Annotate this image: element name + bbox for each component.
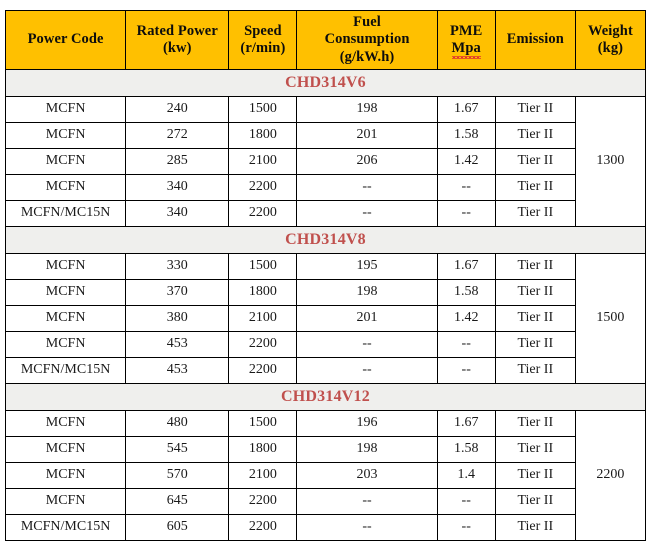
cell-emission: Tier II	[495, 489, 575, 515]
column-header-pme-label: PME	[449, 22, 483, 39]
cell-power-code: MCFN	[6, 306, 126, 332]
cell-speed: 2200	[229, 358, 297, 384]
cell-power-code: MCFN	[6, 437, 126, 463]
cell-pme: 1.58	[437, 280, 495, 306]
cell-pme: 1.42	[437, 306, 495, 332]
cell-power-code: MCFN	[6, 489, 126, 515]
cell-pme: --	[437, 201, 495, 227]
cell-power-code: MCFN/MC15N	[6, 358, 126, 384]
cell-fuel-consumption: --	[297, 489, 437, 515]
cell-speed: 1800	[229, 123, 297, 149]
cell-fuel-consumption: 198	[297, 437, 437, 463]
column-header-pme	[437, 11, 495, 70]
cell-pme: --	[437, 332, 495, 358]
table-row	[6, 123, 646, 149]
cell-emission: Tier II	[495, 358, 575, 384]
cell-speed: 2200	[229, 515, 297, 541]
cell-speed: 1500	[229, 97, 297, 123]
cell-emission: Tier II	[495, 149, 575, 175]
cell-emission: Tier II	[495, 254, 575, 280]
cell-power-code: MCFN	[6, 332, 126, 358]
table-header	[6, 11, 646, 70]
table-row	[6, 332, 646, 358]
table-row	[6, 149, 646, 175]
column-header-pme-unit: Mpa	[451, 40, 481, 56]
cell-emission: Tier II	[495, 437, 575, 463]
cell-fuel-consumption: --	[297, 201, 437, 227]
cell-fuel-consumption: --	[297, 175, 437, 201]
cell-emission: Tier II	[495, 280, 575, 306]
table-row	[6, 97, 646, 123]
cell-fuel-consumption: 201	[297, 306, 437, 332]
cell-power-code: MCFN/MC15N	[6, 515, 126, 541]
table-row	[6, 358, 646, 384]
section-title: CHD314V8	[6, 227, 646, 254]
table-row	[6, 280, 646, 306]
column-header-rated-power-unit: (kw)	[162, 40, 192, 56]
cell-speed: 2100	[229, 306, 297, 332]
cell-fuel-consumption: 203	[297, 463, 437, 489]
cell-power-code: MCFN	[6, 97, 126, 123]
table-row	[6, 515, 646, 541]
cell-rated-power: 340	[126, 201, 229, 227]
cell-fuel-consumption: 196	[297, 411, 437, 437]
column-header-emission	[495, 11, 575, 70]
cell-emission: Tier II	[495, 123, 575, 149]
column-header-rated-power	[126, 11, 229, 70]
cell-emission: Tier II	[495, 175, 575, 201]
cell-rated-power: 272	[126, 123, 229, 149]
cell-power-code: MCFN	[6, 175, 126, 201]
cell-pme: --	[437, 489, 495, 515]
cell-power-code: MCFN	[6, 254, 126, 280]
cell-pme: 1.67	[437, 254, 495, 280]
cell-pme: --	[437, 175, 495, 201]
cell-pme: --	[437, 358, 495, 384]
header-row	[6, 11, 646, 70]
cell-speed: 2200	[229, 489, 297, 515]
column-header-weight-unit: (kg)	[597, 40, 624, 56]
cell-speed: 2100	[229, 149, 297, 175]
cell-emission: Tier II	[495, 463, 575, 489]
table-body	[6, 70, 646, 541]
column-header-speed-label: Speed	[244, 22, 282, 39]
cell-speed: 1500	[229, 254, 297, 280]
table-row	[6, 306, 646, 332]
section-title-row	[6, 227, 646, 254]
cell-fuel-consumption: --	[297, 515, 437, 541]
table-row	[6, 411, 646, 437]
column-header-speed-unit: (r/min)	[240, 40, 286, 56]
cell-pme: 1.67	[437, 411, 495, 437]
cell-emission: Tier II	[495, 97, 575, 123]
cell-rated-power: 370	[126, 280, 229, 306]
column-header-pme-unit-wrapper	[440, 40, 493, 57]
cell-rated-power: 453	[126, 332, 229, 358]
column-header-fuel-label-line1: Fuel	[353, 14, 381, 31]
cell-weight: 1500	[575, 254, 645, 384]
cell-speed: 2200	[229, 175, 297, 201]
cell-speed: 2200	[229, 332, 297, 358]
column-header-rated-power-label: Rated Power	[136, 22, 218, 39]
cell-speed: 2100	[229, 463, 297, 489]
cell-fuel-consumption: 198	[297, 280, 437, 306]
cell-rated-power: 453	[126, 358, 229, 384]
engine-specification-table	[5, 10, 646, 541]
cell-speed: 2200	[229, 201, 297, 227]
table-row	[6, 254, 646, 280]
section-title: CHD314V6	[6, 70, 646, 97]
cell-rated-power: 570	[126, 463, 229, 489]
section-title-row	[6, 384, 646, 411]
cell-emission: Tier II	[495, 201, 575, 227]
table-row	[6, 175, 646, 201]
cell-rated-power: 330	[126, 254, 229, 280]
column-header-weight-label: Weight	[587, 22, 633, 39]
cell-pme: --	[437, 515, 495, 541]
cell-fuel-consumption: 206	[297, 149, 437, 175]
cell-pme: 1.58	[437, 123, 495, 149]
cell-rated-power: 285	[126, 149, 229, 175]
cell-rated-power: 240	[126, 97, 229, 123]
cell-fuel-consumption: 198	[297, 97, 437, 123]
cell-power-code: MCFN	[6, 149, 126, 175]
cell-pme: 1.42	[437, 149, 495, 175]
table-row	[6, 463, 646, 489]
table-row	[6, 201, 646, 227]
cell-fuel-consumption: 195	[297, 254, 437, 280]
cell-rated-power: 380	[126, 306, 229, 332]
column-header-fuel-label-line2: Consumption	[324, 31, 410, 48]
section-title: CHD314V12	[6, 384, 646, 411]
cell-power-code: MCFN/MC15N	[6, 201, 126, 227]
cell-weight: 1300	[575, 97, 645, 227]
column-header-emission-label: Emission	[506, 31, 564, 48]
cell-emission: Tier II	[495, 332, 575, 358]
cell-rated-power: 545	[126, 437, 229, 463]
cell-fuel-consumption: --	[297, 358, 437, 384]
specification-table-container	[5, 10, 646, 541]
cell-speed: 1500	[229, 411, 297, 437]
cell-rated-power: 645	[126, 489, 229, 515]
column-header-power-code-label: Power Code	[27, 31, 104, 48]
column-header-power-code	[6, 11, 126, 70]
column-header-speed	[229, 11, 297, 70]
cell-emission: Tier II	[495, 411, 575, 437]
cell-rated-power: 480	[126, 411, 229, 437]
column-header-weight	[575, 11, 645, 70]
cell-pme: 1.58	[437, 437, 495, 463]
cell-rated-power: 605	[126, 515, 229, 541]
cell-emission: Tier II	[495, 515, 575, 541]
section-title-row	[6, 70, 646, 97]
column-header-fuel-consumption	[297, 11, 437, 70]
cell-power-code: MCFN	[6, 123, 126, 149]
cell-speed: 1800	[229, 280, 297, 306]
cell-rated-power: 340	[126, 175, 229, 201]
table-row	[6, 437, 646, 463]
cell-fuel-consumption: 201	[297, 123, 437, 149]
table-row	[6, 489, 646, 515]
cell-emission: Tier II	[495, 306, 575, 332]
cell-pme: 1.4	[437, 463, 495, 489]
cell-power-code: MCFN	[6, 280, 126, 306]
column-header-fuel-unit: (g/kW.h)	[339, 48, 395, 65]
cell-pme: 1.67	[437, 97, 495, 123]
cell-speed: 1800	[229, 437, 297, 463]
cell-weight: 2200	[575, 411, 645, 541]
cell-fuel-consumption: --	[297, 332, 437, 358]
cell-power-code: MCFN	[6, 411, 126, 437]
cell-power-code: MCFN	[6, 463, 126, 489]
